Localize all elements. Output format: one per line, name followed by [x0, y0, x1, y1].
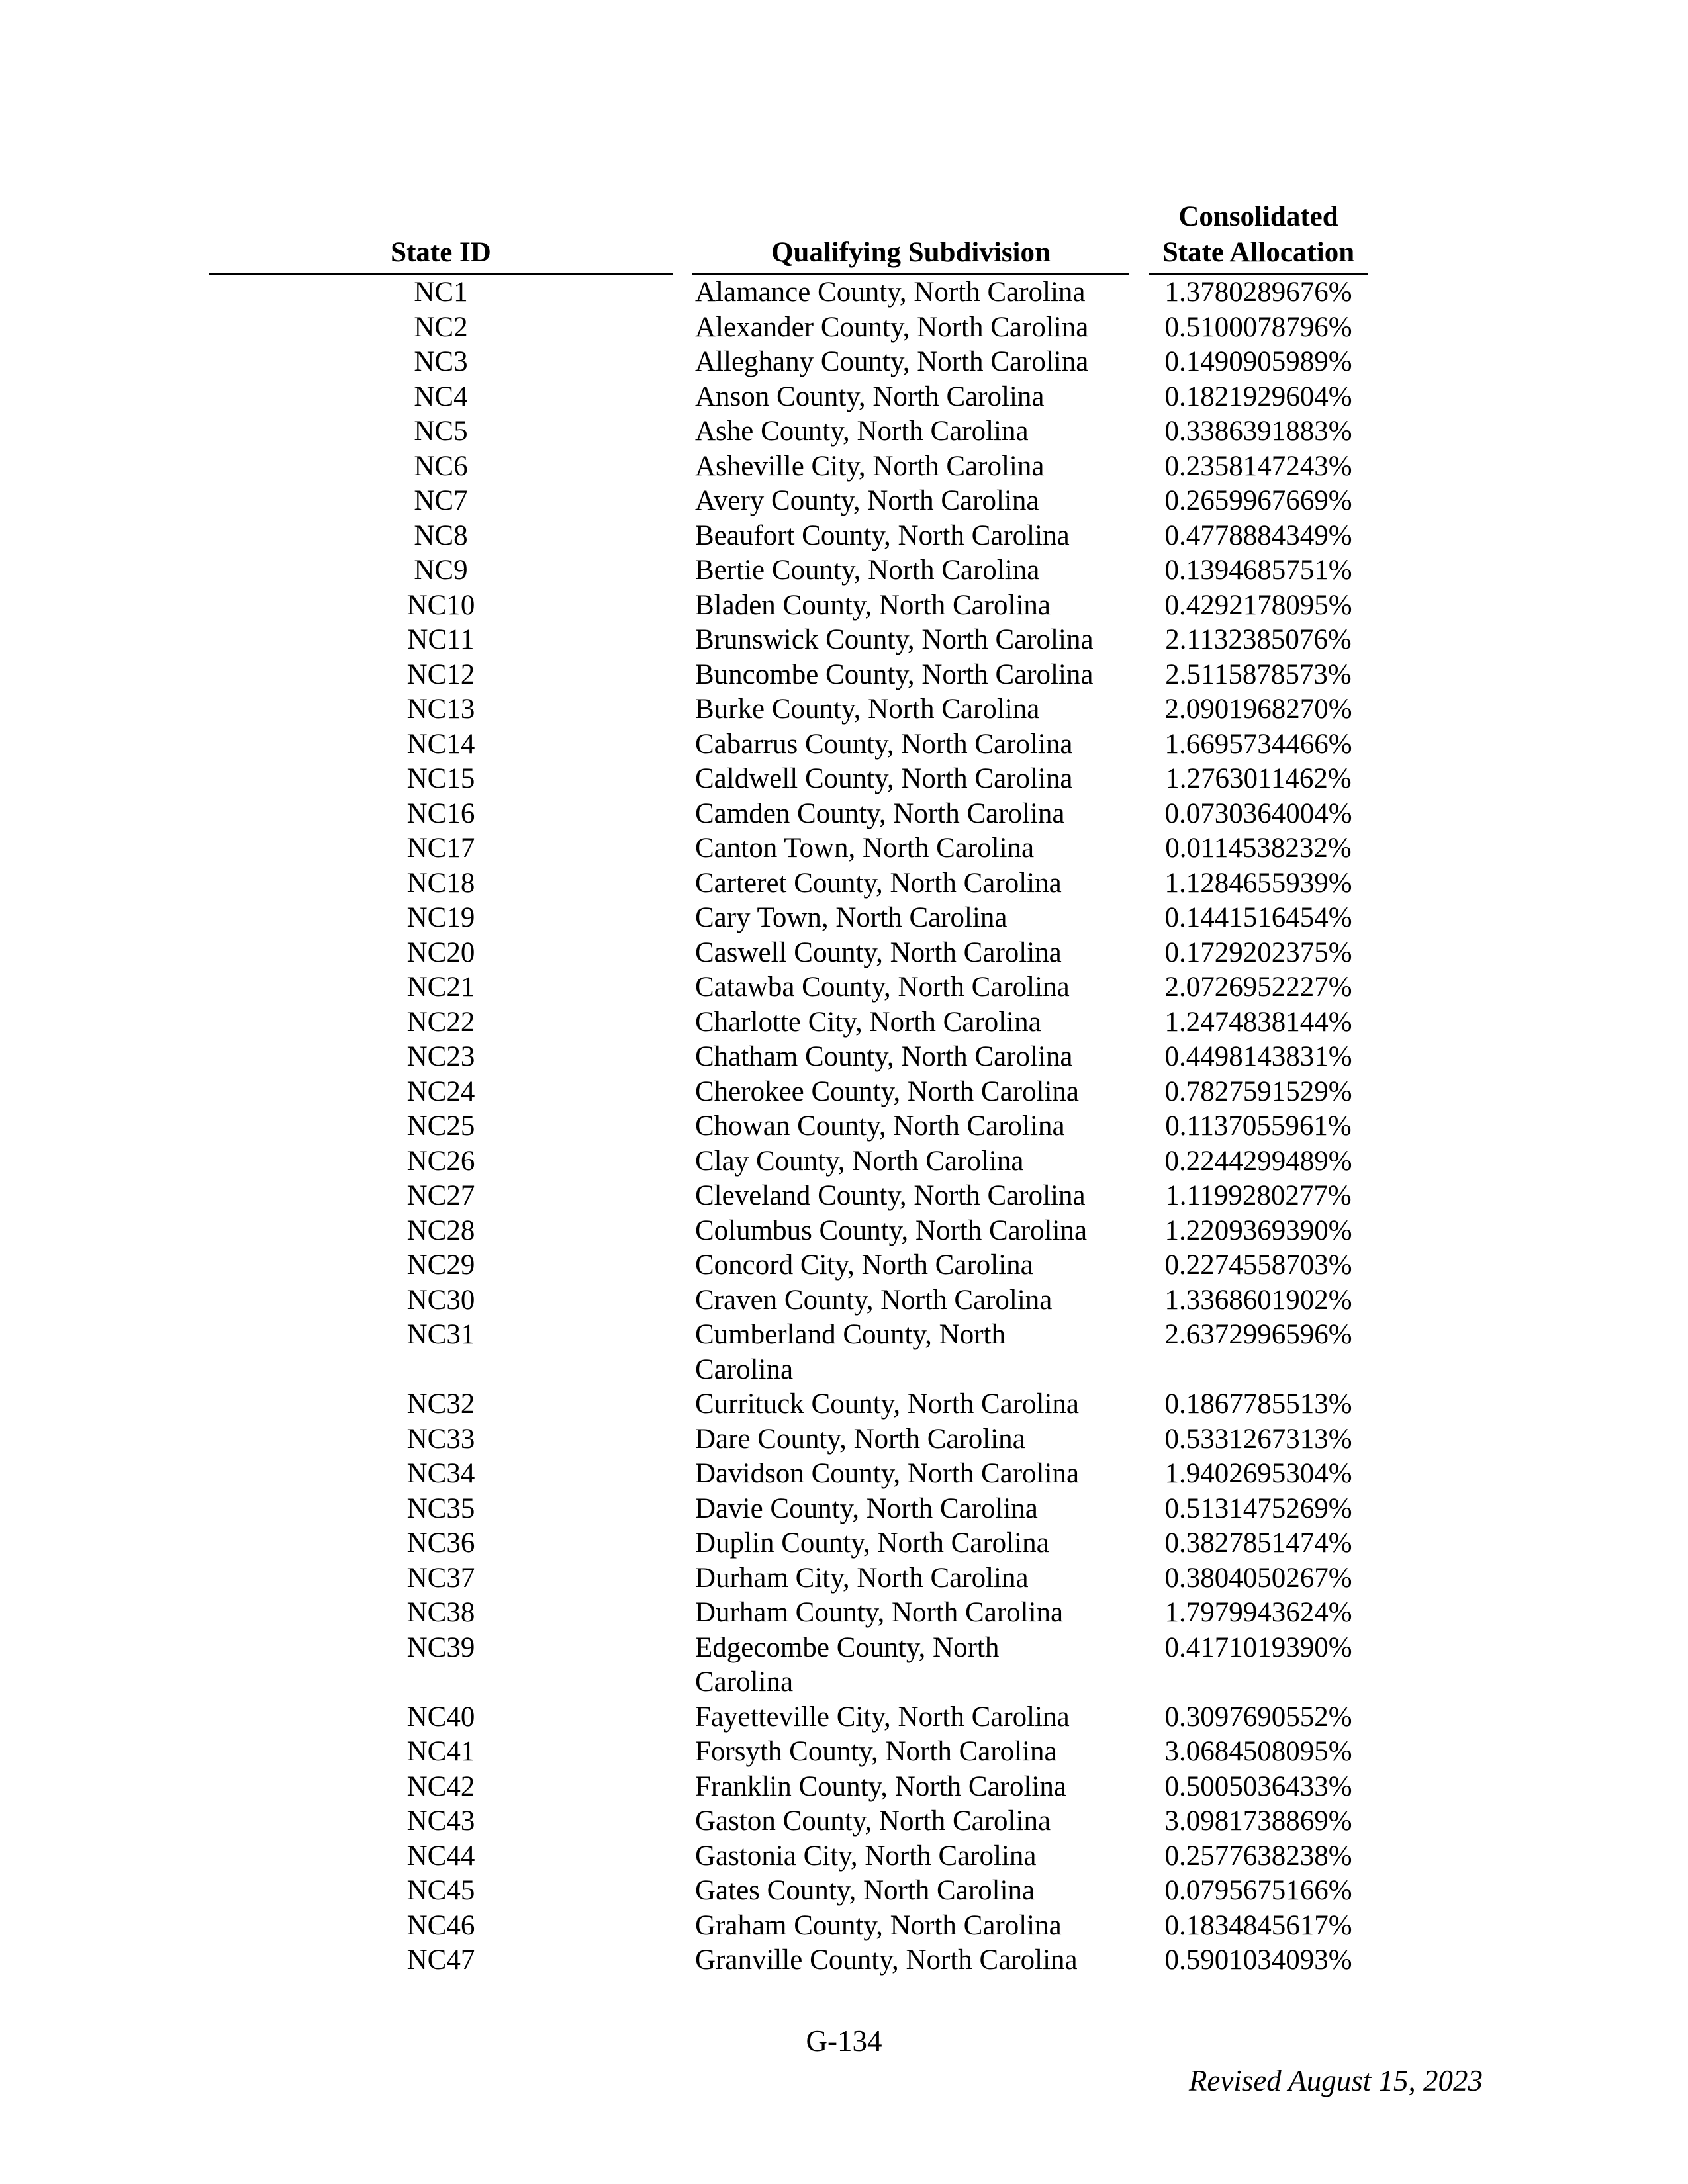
- cell-allocation: 0.5331267313%: [1164, 1423, 1352, 1455]
- cell-allocation: 0.0730364004%: [1164, 797, 1352, 829]
- cell-state-id: NC23: [406, 1041, 475, 1072]
- table-row: [0, 1631, 1688, 1700]
- table-row: [0, 275, 1688, 310]
- cell-subdivision: Gates County, North Carolina: [695, 1875, 1035, 1906]
- table-row: [0, 553, 1688, 588]
- cell-allocation: 0.1867785513%: [1164, 1388, 1352, 1420]
- cell-allocation: 0.1394685751%: [1164, 555, 1352, 586]
- cell-allocation: 0.1441516454%: [1164, 902, 1352, 933]
- cell-subdivision: Alexander County, North Carolina: [695, 311, 1089, 343]
- cell-subdivision: Asheville City, North Carolina: [695, 450, 1045, 482]
- cell-state-id: NC35: [406, 1492, 475, 1524]
- table-row: [0, 866, 1688, 901]
- cell-state-id: NC28: [406, 1214, 475, 1246]
- cell-allocation: 0.0795675166%: [1164, 1875, 1352, 1906]
- cell-allocation: 0.1490905989%: [1164, 346, 1352, 377]
- table-row: [0, 1526, 1688, 1561]
- header-subdivision: [692, 235, 1129, 275]
- table-row: [0, 519, 1688, 554]
- table-row: [0, 310, 1688, 345]
- table-row: [0, 658, 1688, 693]
- cell-subdivision: Avery County, North Carolina: [695, 485, 1039, 516]
- cell-subdivision: Franklin County, North Carolina: [695, 1770, 1066, 1802]
- table-row: [0, 1770, 1688, 1805]
- cell-subdivision: Currituck County, North Carolina: [695, 1388, 1080, 1420]
- cell-subdivision: Durham County, North Carolina: [695, 1597, 1064, 1628]
- cell-allocation: 0.1137055961%: [1165, 1111, 1352, 1142]
- cell-allocation: 0.1729202375%: [1164, 936, 1352, 968]
- table-row: [0, 1700, 1688, 1735]
- cell-state-id: NC40: [406, 1701, 475, 1733]
- header-state-id: [209, 235, 673, 275]
- cell-state-id: NC43: [406, 1805, 475, 1837]
- header-subdivision-label: Qualifying Subdivision: [771, 237, 1051, 268]
- cell-state-id: NC44: [406, 1840, 475, 1872]
- cell-allocation: 0.4778884349%: [1164, 520, 1352, 551]
- table-row: [0, 1005, 1688, 1040]
- cell-state-id: NC37: [406, 1562, 475, 1594]
- cell-subdivision: Dare County, North Carolina: [695, 1423, 1025, 1455]
- cell-state-id: NC33: [406, 1423, 475, 1455]
- table-row: [0, 1561, 1688, 1596]
- cell-subdivision: Cary Town, North Carolina: [695, 902, 1008, 933]
- cell-state-id: NC26: [406, 1145, 475, 1177]
- cell-allocation: 2.0726952227%: [1164, 972, 1352, 1003]
- cell-state-id: NC5: [414, 416, 468, 447]
- cell-state-id: NC41: [406, 1736, 475, 1767]
- cell-state-id: NC31: [406, 1319, 475, 1350]
- cell-subdivision: Burke County, North Carolina: [695, 694, 1040, 725]
- cell-allocation: 0.2577638238%: [1164, 1840, 1352, 1872]
- cell-allocation: 1.3368601902%: [1164, 1284, 1352, 1316]
- table-row: [0, 1874, 1688, 1909]
- cell-state-id: NC13: [406, 694, 475, 725]
- cell-allocation: 0.5901034093%: [1164, 1944, 1352, 1976]
- cell-state-id: NC2: [414, 311, 468, 343]
- cell-subdivision: Concord City, North Carolina: [695, 1250, 1033, 1281]
- cell-subdivision: Cabarrus County, North Carolina: [695, 728, 1073, 760]
- cell-subdivision: Bertie County, North Carolina: [695, 555, 1040, 586]
- cell-subdivision: Anson County, North Carolina: [695, 381, 1045, 412]
- cell-state-id: NC30: [406, 1284, 475, 1316]
- cell-state-id: NC9: [414, 555, 468, 586]
- cell-state-id: NC14: [406, 728, 475, 760]
- cell-state-id: NC46: [406, 1909, 475, 1941]
- cell-subdivision: Durham City, North Carolina: [695, 1562, 1029, 1594]
- cell-subdivision: Forsyth County, North Carolina: [695, 1736, 1057, 1767]
- cell-allocation: 0.2244299489%: [1164, 1145, 1352, 1177]
- table-row: [0, 727, 1688, 762]
- cell-subdivision: Chatham County, North Carolina: [695, 1041, 1073, 1072]
- header-state-id-label: State ID: [391, 237, 491, 268]
- table-row: [0, 414, 1688, 449]
- cell-allocation: 0.0114538232%: [1165, 833, 1352, 864]
- cell-state-id: NC45: [406, 1875, 475, 1906]
- cell-subdivision: Canton Town, North Carolina: [695, 833, 1035, 864]
- cell-state-id: NC11: [407, 624, 475, 655]
- table-row: [0, 970, 1688, 1005]
- cell-state-id: NC25: [406, 1111, 475, 1142]
- cell-subdivision: Cherokee County, North Carolina: [695, 1075, 1079, 1107]
- cell-state-id: NC21: [406, 972, 475, 1003]
- table-row: [0, 1492, 1688, 1527]
- table-row: [0, 345, 1688, 380]
- cell-allocation: 0.2659967669%: [1164, 485, 1352, 516]
- table-row: [0, 901, 1688, 936]
- page-number: G-134: [806, 2025, 882, 2058]
- cell-allocation: 1.6695734466%: [1164, 728, 1352, 760]
- cell-state-id: NC16: [406, 797, 475, 829]
- cell-state-id: NC7: [414, 485, 468, 516]
- cell-subdivision: Duplin County, North Carolina: [695, 1527, 1049, 1559]
- cell-allocation: 0.5131475269%: [1164, 1492, 1352, 1524]
- cell-allocation: 0.3386391883%: [1164, 416, 1352, 447]
- cell-subdivision: Craven County, North Carolina: [695, 1284, 1053, 1316]
- cell-subdivision: Clay County, North Carolina: [695, 1145, 1024, 1177]
- cell-subdivision: Davidson County, North Carolina: [695, 1458, 1080, 1489]
- cell-state-id: NC22: [406, 1006, 475, 1038]
- cell-allocation: 1.2209369390%: [1164, 1214, 1352, 1246]
- cell-allocation: 2.1132385076%: [1165, 624, 1352, 655]
- cell-subdivision: Charlotte City, North Carolina: [695, 1006, 1041, 1038]
- table-row: [0, 1075, 1688, 1110]
- cell-state-id: NC34: [406, 1458, 475, 1489]
- table-row: [0, 797, 1688, 832]
- header-allocation-line1: Consolidated: [1178, 201, 1338, 232]
- cell-state-id: NC29: [406, 1250, 475, 1281]
- cell-subdivision: Gaston County, North Carolina: [695, 1805, 1051, 1837]
- cell-subdivision: Edgecombe County, North Carolina: [695, 1631, 1000, 1698]
- cell-subdivision: Chowan County, North Carolina: [695, 1111, 1065, 1142]
- table-row: [0, 588, 1688, 623]
- cell-subdivision: Alleghany County, North Carolina: [695, 346, 1089, 377]
- table-row: [0, 1040, 1688, 1075]
- cell-allocation: 0.1821929604%: [1164, 381, 1352, 412]
- cell-subdivision: Alamance County, North Carolina: [695, 277, 1086, 308]
- cell-state-id: NC18: [406, 867, 475, 899]
- cell-subdivision: Camden County, North Carolina: [695, 797, 1065, 829]
- table-row: [0, 762, 1688, 797]
- cell-subdivision: Carteret County, North Carolina: [695, 867, 1062, 899]
- cell-state-id: NC15: [406, 763, 475, 794]
- cell-allocation: 0.5005036433%: [1164, 1770, 1352, 1802]
- cell-subdivision: Granville County, North Carolina: [695, 1944, 1078, 1976]
- cell-subdivision: Brunswick County, North Carolina: [695, 624, 1094, 655]
- cell-allocation: 0.1834845617%: [1164, 1909, 1352, 1941]
- table-row: [0, 484, 1688, 519]
- table-row: [0, 1144, 1688, 1179]
- cell-state-id: NC10: [406, 589, 475, 621]
- cell-allocation: 2.5115878573%: [1165, 659, 1352, 690]
- cell-state-id: NC19: [406, 902, 475, 933]
- table-row: [0, 1422, 1688, 1457]
- cell-allocation: 0.2274558703%: [1164, 1250, 1352, 1281]
- cell-state-id: NC12: [406, 659, 475, 690]
- cell-allocation: 1.2763011462%: [1165, 763, 1352, 794]
- table-row: [0, 380, 1688, 415]
- table-row: [0, 1248, 1688, 1283]
- cell-allocation: 2.0901968270%: [1164, 694, 1352, 725]
- table-row: [0, 1839, 1688, 1874]
- cell-allocation: 3.0684508095%: [1164, 1736, 1352, 1767]
- table-body: [0, 275, 1688, 1978]
- cell-subdivision: Ashe County, North Carolina: [695, 416, 1029, 447]
- cell-subdivision: Columbus County, North Carolina: [695, 1214, 1088, 1246]
- table-row: [0, 1735, 1688, 1770]
- cell-allocation: 0.2358147243%: [1164, 450, 1352, 482]
- cell-allocation: 0.3097690552%: [1164, 1701, 1352, 1733]
- cell-state-id: NC36: [406, 1527, 475, 1559]
- table-row: [0, 1943, 1688, 1978]
- cell-state-id: NC3: [414, 346, 468, 377]
- table-header: [0, 196, 1688, 275]
- cell-subdivision: Buncombe County, North Carolina: [695, 659, 1094, 690]
- cell-allocation: 0.4498143831%: [1164, 1041, 1352, 1072]
- cell-state-id: NC20: [406, 936, 475, 968]
- cell-state-id: NC39: [406, 1631, 475, 1663]
- table-row: [0, 1804, 1688, 1839]
- cell-subdivision: Caswell County, North Carolina: [695, 936, 1062, 968]
- table-row: [0, 1596, 1688, 1631]
- cell-subdivision: Cleveland County, North Carolina: [695, 1180, 1086, 1211]
- table-row: [0, 1283, 1688, 1318]
- cell-state-id: NC8: [414, 520, 468, 551]
- table-row: [0, 936, 1688, 971]
- cell-state-id: NC24: [406, 1075, 475, 1107]
- cell-state-id: NC6: [414, 450, 468, 482]
- cell-state-id: NC42: [406, 1770, 475, 1802]
- cell-allocation: 1.7979943624%: [1164, 1597, 1352, 1628]
- table-row: [0, 1387, 1688, 1422]
- table-row: [0, 623, 1688, 658]
- cell-allocation: 0.3827851474%: [1164, 1527, 1352, 1559]
- cell-state-id: NC32: [406, 1388, 475, 1420]
- table-row: [0, 1109, 1688, 1144]
- revised-date: Revised August 15, 2023: [1188, 2064, 1483, 2097]
- cell-subdivision: Graham County, North Carolina: [695, 1909, 1062, 1941]
- table-row: [0, 1909, 1688, 1944]
- cell-allocation: 0.7827591529%: [1164, 1075, 1352, 1107]
- cell-subdivision: Davie County, North Carolina: [695, 1492, 1038, 1524]
- cell-allocation: 0.4171019390%: [1164, 1631, 1352, 1663]
- table-row: [0, 692, 1688, 727]
- cell-allocation: 0.3804050267%: [1164, 1562, 1352, 1594]
- cell-allocation: 1.1284655939%: [1164, 867, 1352, 899]
- table-row: [0, 1214, 1688, 1249]
- cell-allocation: 1.2474838144%: [1164, 1006, 1352, 1038]
- cell-state-id: NC1: [414, 277, 468, 308]
- cell-subdivision: Gastonia City, North Carolina: [695, 1840, 1037, 1872]
- cell-allocation: 2.6372996596%: [1164, 1319, 1352, 1350]
- cell-subdivision: Cumberland County, North Carolina: [695, 1319, 1006, 1385]
- cell-allocation: 0.5100078796%: [1164, 311, 1352, 343]
- cell-subdivision: Caldwell County, North Carolina: [695, 763, 1073, 794]
- cell-allocation: 1.3780289676%: [1164, 277, 1352, 308]
- cell-allocation: 1.1199280277%: [1165, 1180, 1352, 1211]
- table-row: [0, 1457, 1688, 1492]
- cell-allocation: 1.9402695304%: [1164, 1458, 1352, 1489]
- cell-subdivision: Fayetteville City, North Carolina: [695, 1701, 1070, 1733]
- table-row: [0, 831, 1688, 866]
- cell-state-id: NC38: [406, 1597, 475, 1628]
- header-allocation: [1149, 199, 1368, 275]
- cell-state-id: NC27: [406, 1180, 475, 1211]
- header-allocation-line2: State Allocation: [1162, 237, 1355, 268]
- cell-state-id: NC17: [406, 833, 475, 864]
- table-row: [0, 449, 1688, 484]
- cell-subdivision: Bladen County, North Carolina: [695, 589, 1051, 621]
- cell-state-id: NC4: [414, 381, 468, 412]
- cell-subdivision: Catawba County, North Carolina: [695, 972, 1070, 1003]
- table-row: [0, 1179, 1688, 1214]
- cell-allocation: 3.0981738869%: [1164, 1805, 1352, 1837]
- table-row: [0, 1318, 1688, 1387]
- cell-state-id: NC47: [406, 1944, 475, 1976]
- cell-allocation: 0.4292178095%: [1164, 589, 1352, 621]
- cell-subdivision: Beaufort County, North Carolina: [695, 520, 1070, 551]
